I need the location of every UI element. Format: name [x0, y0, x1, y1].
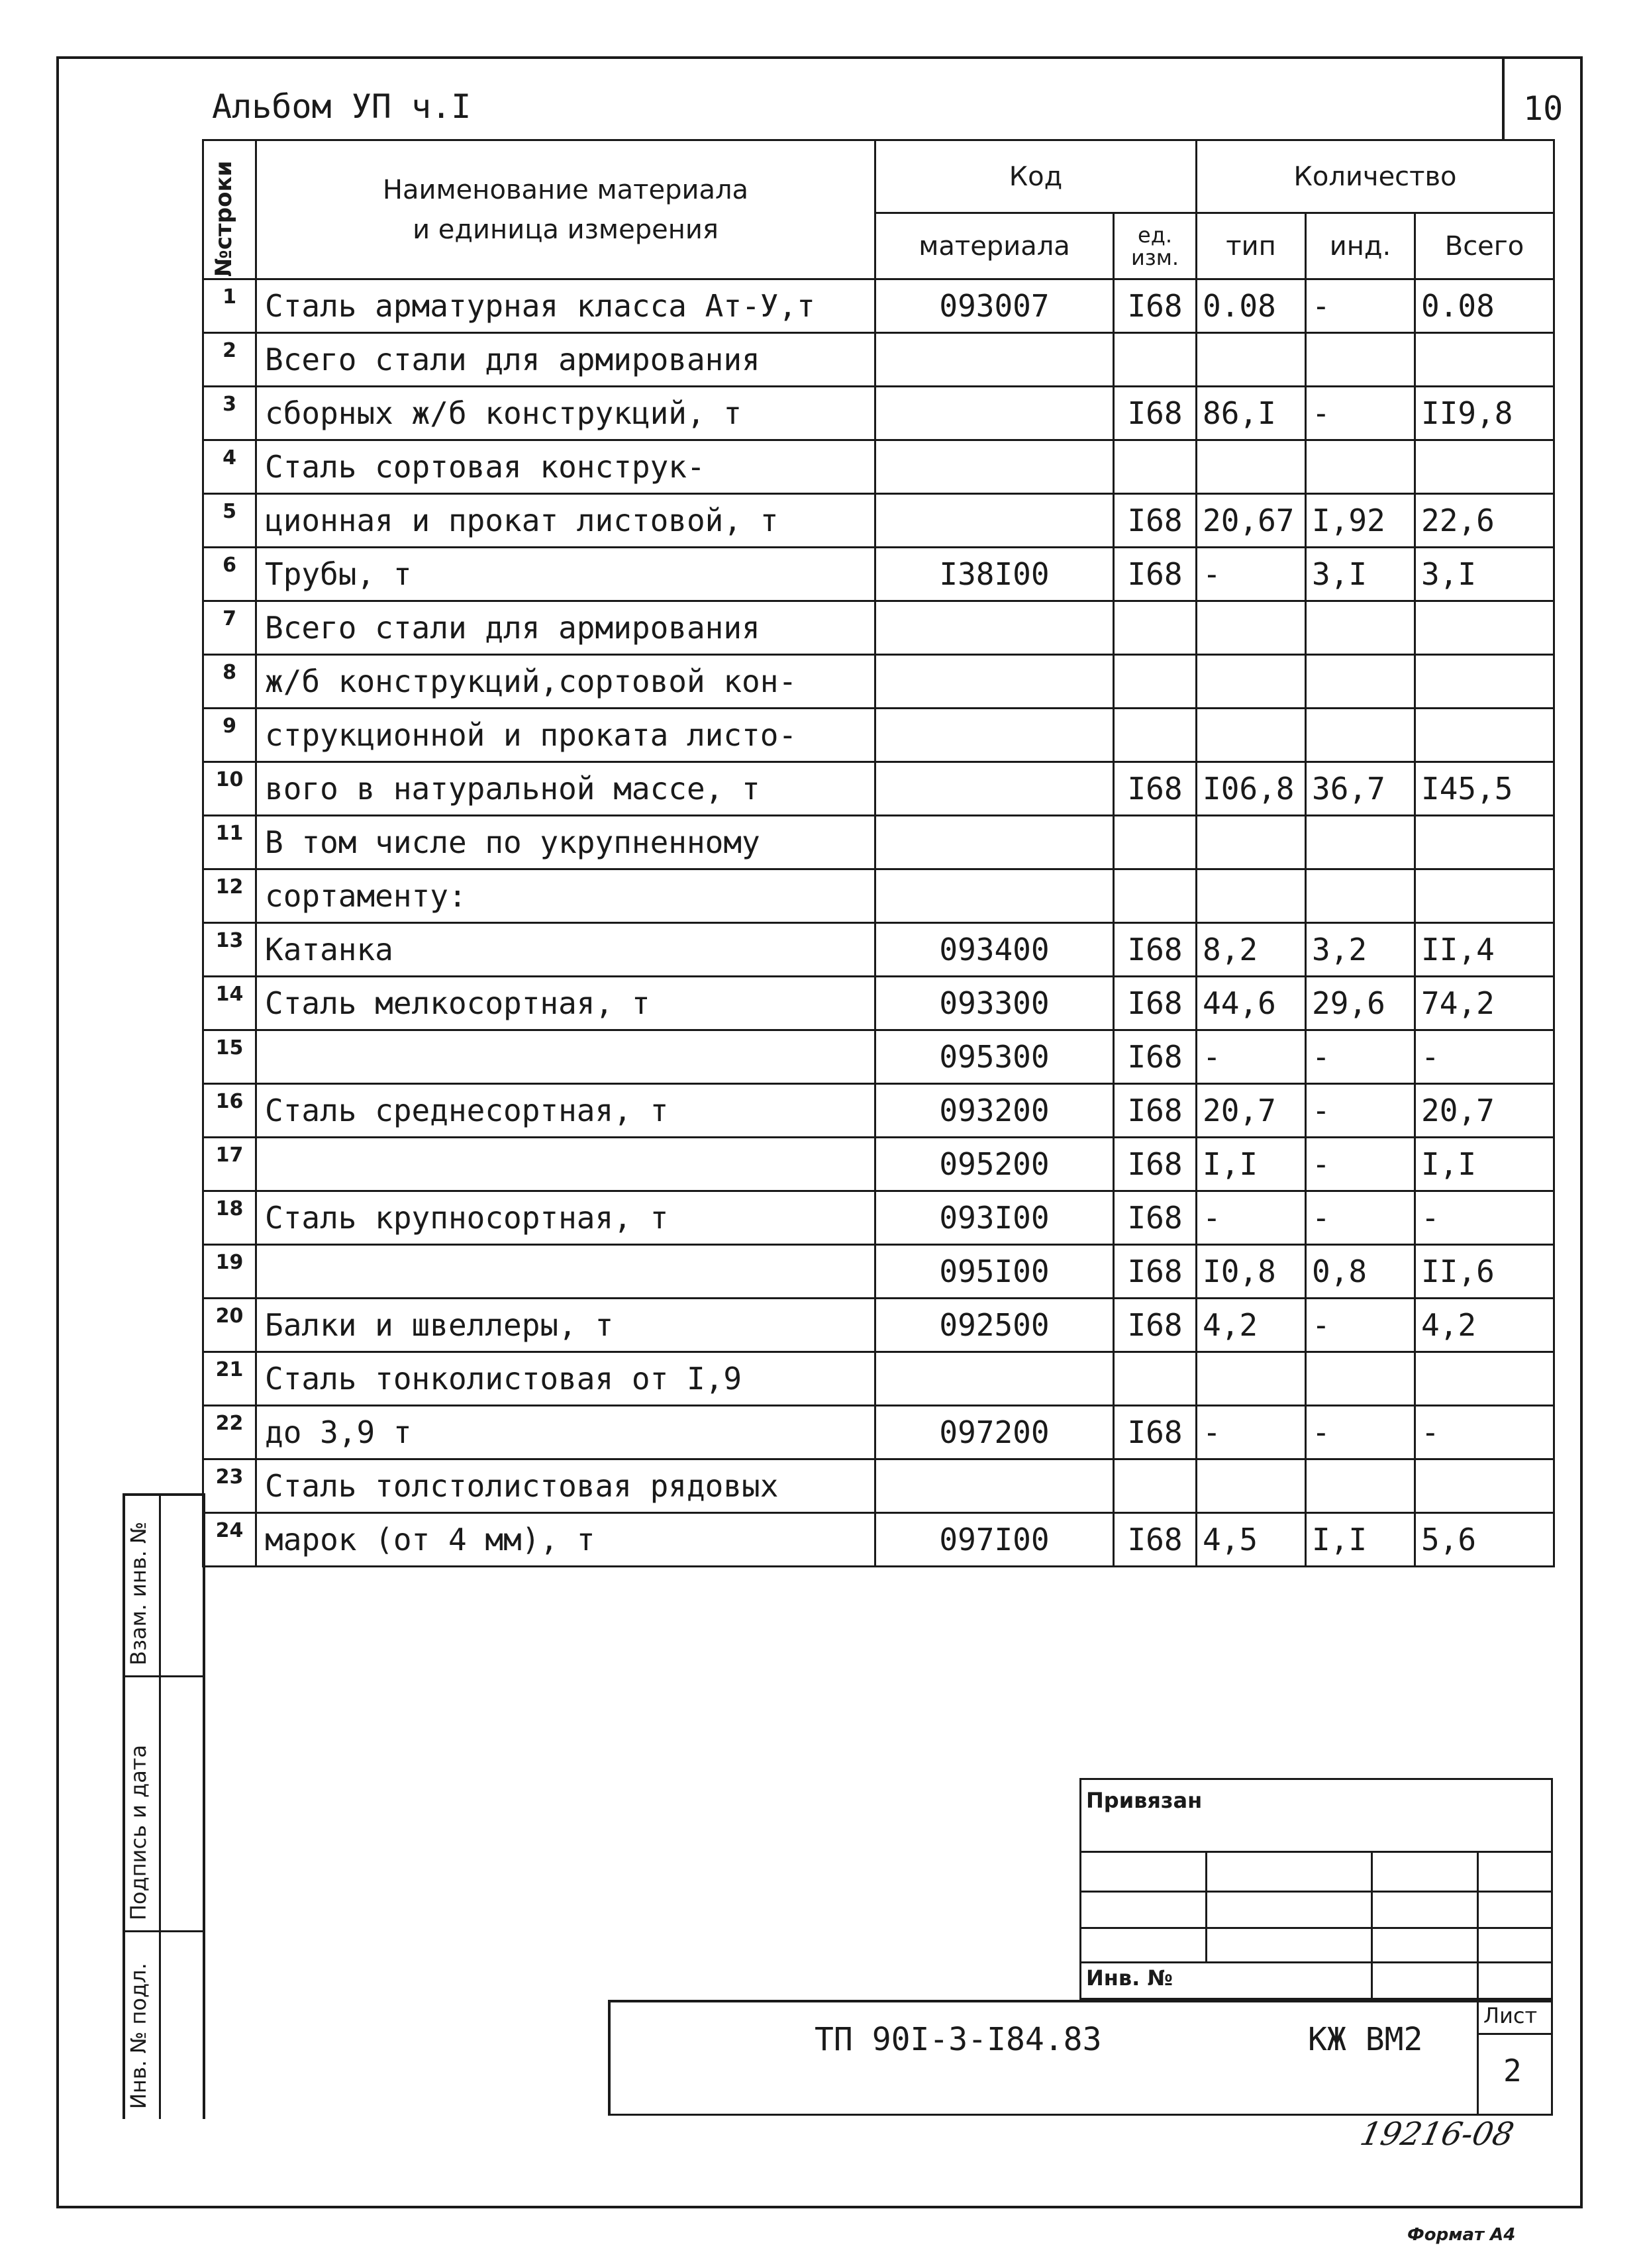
material-name: Сталь толстолистовая рядовых	[256, 1459, 875, 1513]
unit-code: I68	[1114, 762, 1197, 816]
material-name: до 3,9 т	[256, 1406, 875, 1459]
material-code: 092500	[875, 1299, 1114, 1352]
material-name: Сталь тонколистовая от I,9	[256, 1352, 875, 1406]
unit-code	[1114, 440, 1197, 494]
qty-total	[1415, 1352, 1554, 1406]
material-name: Сталь сортовая конструк-	[256, 440, 875, 494]
side-inv-replace: Взам. инв. №	[126, 1521, 151, 1665]
qty-type: I06,8	[1197, 762, 1306, 816]
material-code	[875, 387, 1114, 440]
col-qty-total: Всего	[1415, 213, 1554, 279]
col-name-line2: и единица измерения	[413, 214, 719, 245]
side-stamp-sep-2	[123, 1930, 205, 1932]
page-number-divider	[1502, 56, 1505, 139]
material-name: Всего стали для армирования	[256, 601, 875, 655]
title-block-line-1	[1079, 1851, 1553, 1853]
qty-total: II,6	[1415, 1245, 1554, 1299]
row-number: 23	[203, 1459, 256, 1513]
material-code: 093007	[875, 279, 1114, 333]
material-name	[256, 1030, 875, 1084]
unit-code: I68	[1114, 1245, 1197, 1299]
table-row	[203, 1138, 1554, 1191]
material-name	[256, 1138, 875, 1191]
qty-ind: -	[1306, 1084, 1415, 1138]
qty-ind	[1306, 601, 1415, 655]
qty-ind: 29,6	[1306, 977, 1415, 1030]
material-code: 097200	[875, 1406, 1114, 1459]
unit-code	[1114, 1352, 1197, 1406]
page-number: 10	[1523, 89, 1564, 128]
col-row-no	[203, 140, 256, 279]
format-label: Формат А4	[1407, 2225, 1516, 2245]
qty-total: I,I	[1415, 1138, 1554, 1191]
title-block-line-2	[1079, 1891, 1553, 1893]
row-number: 16	[203, 1084, 256, 1138]
qty-ind: -	[1306, 1138, 1415, 1191]
table-row	[203, 440, 1554, 494]
table-row	[203, 1030, 1554, 1084]
qty-type	[1197, 440, 1306, 494]
side-stamp-divider	[159, 1493, 161, 2119]
unit-code	[1114, 1459, 1197, 1513]
material-code: I38I00	[875, 548, 1114, 601]
title-block-line-3	[1079, 1927, 1553, 1929]
table-row	[203, 1084, 1554, 1138]
table-row	[203, 387, 1554, 440]
table-row	[203, 1191, 1554, 1245]
qty-type: -	[1197, 1191, 1306, 1245]
row-number: 20	[203, 1299, 256, 1352]
material-name: ж/б конструкций,сортовой кон-	[256, 655, 875, 709]
table-row	[203, 1513, 1554, 1567]
material-code	[875, 762, 1114, 816]
material-code	[875, 333, 1114, 387]
qty-type	[1197, 601, 1306, 655]
qty-total: I45,5	[1415, 762, 1554, 816]
qty-total: 0.08	[1415, 279, 1554, 333]
doc-code: ТП 90I-3-I84.83	[815, 2021, 1102, 2058]
material-code: 095200	[875, 1138, 1114, 1191]
row-number: 6	[203, 548, 256, 601]
col-qty-group: Количество	[1197, 140, 1554, 213]
qty-ind: 3,2	[1306, 923, 1415, 977]
sheet-label: Лист	[1483, 2003, 1538, 2028]
qty-total: 20,7	[1415, 1084, 1554, 1138]
material-code: 095300	[875, 1030, 1114, 1084]
table-row	[203, 762, 1554, 816]
qty-ind	[1306, 709, 1415, 762]
title-block-line-4	[1079, 1961, 1553, 1963]
row-number: 7	[203, 601, 256, 655]
material-code: 093I00	[875, 1191, 1114, 1245]
qty-total	[1415, 440, 1554, 494]
linked-label: Привязан	[1086, 1788, 1203, 1813]
row-number: 21	[203, 1352, 256, 1406]
row-number: 5	[203, 494, 256, 548]
side-stamp-sep-1	[123, 1675, 205, 1677]
col-qty-ind: инд.	[1306, 213, 1415, 279]
qty-ind: I,I	[1306, 1513, 1415, 1567]
qty-type: -	[1197, 1030, 1306, 1084]
qty-total	[1415, 655, 1554, 709]
unit-code: I68	[1114, 977, 1197, 1030]
row-number: 17	[203, 1138, 256, 1191]
row-number: 11	[203, 816, 256, 869]
qty-type	[1197, 709, 1306, 762]
unit-code: I68	[1114, 279, 1197, 333]
qty-type: 86,I	[1197, 387, 1306, 440]
unit-code	[1114, 709, 1197, 762]
unit-code: I68	[1114, 1406, 1197, 1459]
qty-total	[1415, 869, 1554, 923]
qty-ind	[1306, 869, 1415, 923]
qty-type: 44,6	[1197, 977, 1306, 1030]
col-code-unit	[1114, 213, 1197, 279]
table-row	[203, 279, 1554, 333]
unit-code	[1114, 655, 1197, 709]
qty-total	[1415, 816, 1554, 869]
qty-total	[1415, 709, 1554, 762]
unit-code: I68	[1114, 1138, 1197, 1191]
table-row	[203, 655, 1554, 709]
side-inv-orig: Инв. № подл.	[126, 1963, 151, 2109]
qty-ind: -	[1306, 1406, 1415, 1459]
unit-code: I68	[1114, 1299, 1197, 1352]
qty-total: II9,8	[1415, 387, 1554, 440]
qty-total: 22,6	[1415, 494, 1554, 548]
inv-no-label: Инв. №	[1086, 1965, 1173, 1991]
row-number: 15	[203, 1030, 256, 1084]
row-number: 18	[203, 1191, 256, 1245]
sheet-sep	[1477, 2033, 1553, 2035]
material-code: 093400	[875, 923, 1114, 977]
side-sign-date: Подпись и дата	[126, 1744, 151, 1920]
row-number: 4	[203, 440, 256, 494]
table-row	[203, 869, 1554, 923]
qty-type	[1197, 333, 1306, 387]
qty-ind: 0,8	[1306, 1245, 1415, 1299]
material-name: марок (от 4 мм), т	[256, 1513, 875, 1567]
material-name	[256, 1245, 875, 1299]
material-name: Сталь мелкосортная, т	[256, 977, 875, 1030]
material-code	[875, 1352, 1114, 1406]
qty-total: -	[1415, 1030, 1554, 1084]
unit-code: I68	[1114, 548, 1197, 601]
qty-type	[1197, 1459, 1306, 1513]
qty-type: 0.08	[1197, 279, 1306, 333]
title-block-col-1	[1205, 1851, 1207, 1961]
material-code	[875, 440, 1114, 494]
qty-type: -	[1197, 1406, 1306, 1459]
material-code	[875, 601, 1114, 655]
qty-type: 20,67	[1197, 494, 1306, 548]
material-name: В том числе по укрупненному	[256, 816, 875, 869]
material-code: 097I00	[875, 1513, 1114, 1567]
title-block-col-3	[1477, 1851, 1479, 2000]
qty-type: -	[1197, 548, 1306, 601]
qty-ind	[1306, 1459, 1415, 1513]
material-name: ционная и прокат листовой, т	[256, 494, 875, 548]
col-qty-type: тип	[1197, 213, 1306, 279]
material-name: Всего стали для армирования	[256, 333, 875, 387]
row-number: 10	[203, 762, 256, 816]
material-code: 093200	[875, 1084, 1114, 1138]
material-code	[875, 709, 1114, 762]
unit-code: I68	[1114, 1030, 1197, 1084]
col-code-group: Код	[875, 140, 1197, 213]
material-name: сборных ж/б конструкций, т	[256, 387, 875, 440]
material-code	[875, 816, 1114, 869]
qty-total	[1415, 333, 1554, 387]
unit-code: I68	[1114, 1191, 1197, 1245]
table-row	[203, 1459, 1554, 1513]
row-number: 2	[203, 333, 256, 387]
material-name: струкционной и проката листо-	[256, 709, 875, 762]
row-number: 12	[203, 869, 256, 923]
unit-code: I68	[1114, 494, 1197, 548]
qty-total	[1415, 601, 1554, 655]
table-row	[203, 816, 1554, 869]
qty-ind	[1306, 333, 1415, 387]
material-name: Катанка	[256, 923, 875, 977]
qty-ind: -	[1306, 279, 1415, 333]
row-number: 13	[203, 923, 256, 977]
title-block-col-2	[1371, 1851, 1373, 2000]
qty-total	[1415, 1459, 1554, 1513]
qty-ind	[1306, 1352, 1415, 1406]
unit-code: I68	[1114, 1513, 1197, 1567]
row-number: 8	[203, 655, 256, 709]
qty-total: 4,2	[1415, 1299, 1554, 1352]
unit-code: I68	[1114, 1084, 1197, 1138]
qty-type: 4,5	[1197, 1513, 1306, 1567]
qty-total: 5,6	[1415, 1513, 1554, 1567]
unit-code	[1114, 816, 1197, 869]
material-code	[875, 655, 1114, 709]
unit-code	[1114, 333, 1197, 387]
row-number: 22	[203, 1406, 256, 1459]
col-name-line1: Наименование материала	[382, 174, 749, 205]
qty-ind: -	[1306, 1299, 1415, 1352]
sheet-number: 2	[1503, 2053, 1522, 2089]
material-name: Сталь арматурная класса Ат-У,т	[256, 279, 875, 333]
qty-ind	[1306, 655, 1415, 709]
unit-code: I68	[1114, 387, 1197, 440]
table-row	[203, 1406, 1554, 1459]
qty-ind: I,92	[1306, 494, 1415, 548]
table-row	[203, 923, 1554, 977]
qty-type	[1197, 655, 1306, 709]
material-code: 095I00	[875, 1245, 1114, 1299]
album-title: Альбом УП ч.I	[212, 87, 472, 126]
qty-total: 74,2	[1415, 977, 1554, 1030]
handwritten-number: 19216-08	[1357, 2116, 1517, 2153]
qty-ind: 36,7	[1306, 762, 1415, 816]
material-code	[875, 869, 1114, 923]
table-row	[203, 601, 1554, 655]
material-code	[875, 494, 1114, 548]
material-code	[875, 1459, 1114, 1513]
row-number: 9	[203, 709, 256, 762]
unit-code	[1114, 869, 1197, 923]
qty-ind: 3,I	[1306, 548, 1415, 601]
row-number: 24	[203, 1513, 256, 1567]
qty-total: II,4	[1415, 923, 1554, 977]
qty-ind	[1306, 440, 1415, 494]
qty-type: I0,8	[1197, 1245, 1306, 1299]
table-row	[203, 709, 1554, 762]
qty-ind	[1306, 816, 1415, 869]
unit-code	[1114, 601, 1197, 655]
unit-code: I68	[1114, 923, 1197, 977]
qty-type	[1197, 1352, 1306, 1406]
qty-total: 3,I	[1415, 548, 1554, 601]
col-code-unit-label: ед. изм.	[1130, 222, 1179, 270]
table-row	[203, 548, 1554, 601]
material-name: Сталь среднесортная, т	[256, 1084, 875, 1138]
table-row	[203, 333, 1554, 387]
col-name	[256, 140, 875, 279]
material-name: Трубы, т	[256, 548, 875, 601]
table-row	[203, 1245, 1554, 1299]
qty-total: -	[1415, 1191, 1554, 1245]
qty-type	[1197, 816, 1306, 869]
sheet-divider	[1477, 2000, 1479, 2116]
material-name: Балки и швеллеры, т	[256, 1299, 875, 1352]
col-row-no-label: №строки	[211, 160, 237, 277]
qty-type	[1197, 869, 1306, 923]
material-name: сортаменту:	[256, 869, 875, 923]
material-name: вого в натуральной массе, т	[256, 762, 875, 816]
row-number: 19	[203, 1245, 256, 1299]
table-row	[203, 494, 1554, 548]
qty-ind: -	[1306, 387, 1415, 440]
material-name: Сталь крупносортная, т	[256, 1191, 875, 1245]
doc-mark: КЖ ВМ2	[1308, 2021, 1423, 2058]
qty-ind: -	[1306, 1030, 1415, 1084]
qty-type: I,I	[1197, 1138, 1306, 1191]
row-number: 1	[203, 279, 256, 333]
qty-type: 4,2	[1197, 1299, 1306, 1352]
qty-type: 20,7	[1197, 1084, 1306, 1138]
row-number: 14	[203, 977, 256, 1030]
materials-table	[202, 139, 1555, 1567]
table-row	[203, 1299, 1554, 1352]
qty-total: -	[1415, 1406, 1554, 1459]
row-number: 3	[203, 387, 256, 440]
table-row	[203, 1352, 1554, 1406]
qty-ind: -	[1306, 1191, 1415, 1245]
col-code-material: материала	[875, 213, 1114, 279]
qty-type: 8,2	[1197, 923, 1306, 977]
table-row	[203, 977, 1554, 1030]
material-code: 093300	[875, 977, 1114, 1030]
